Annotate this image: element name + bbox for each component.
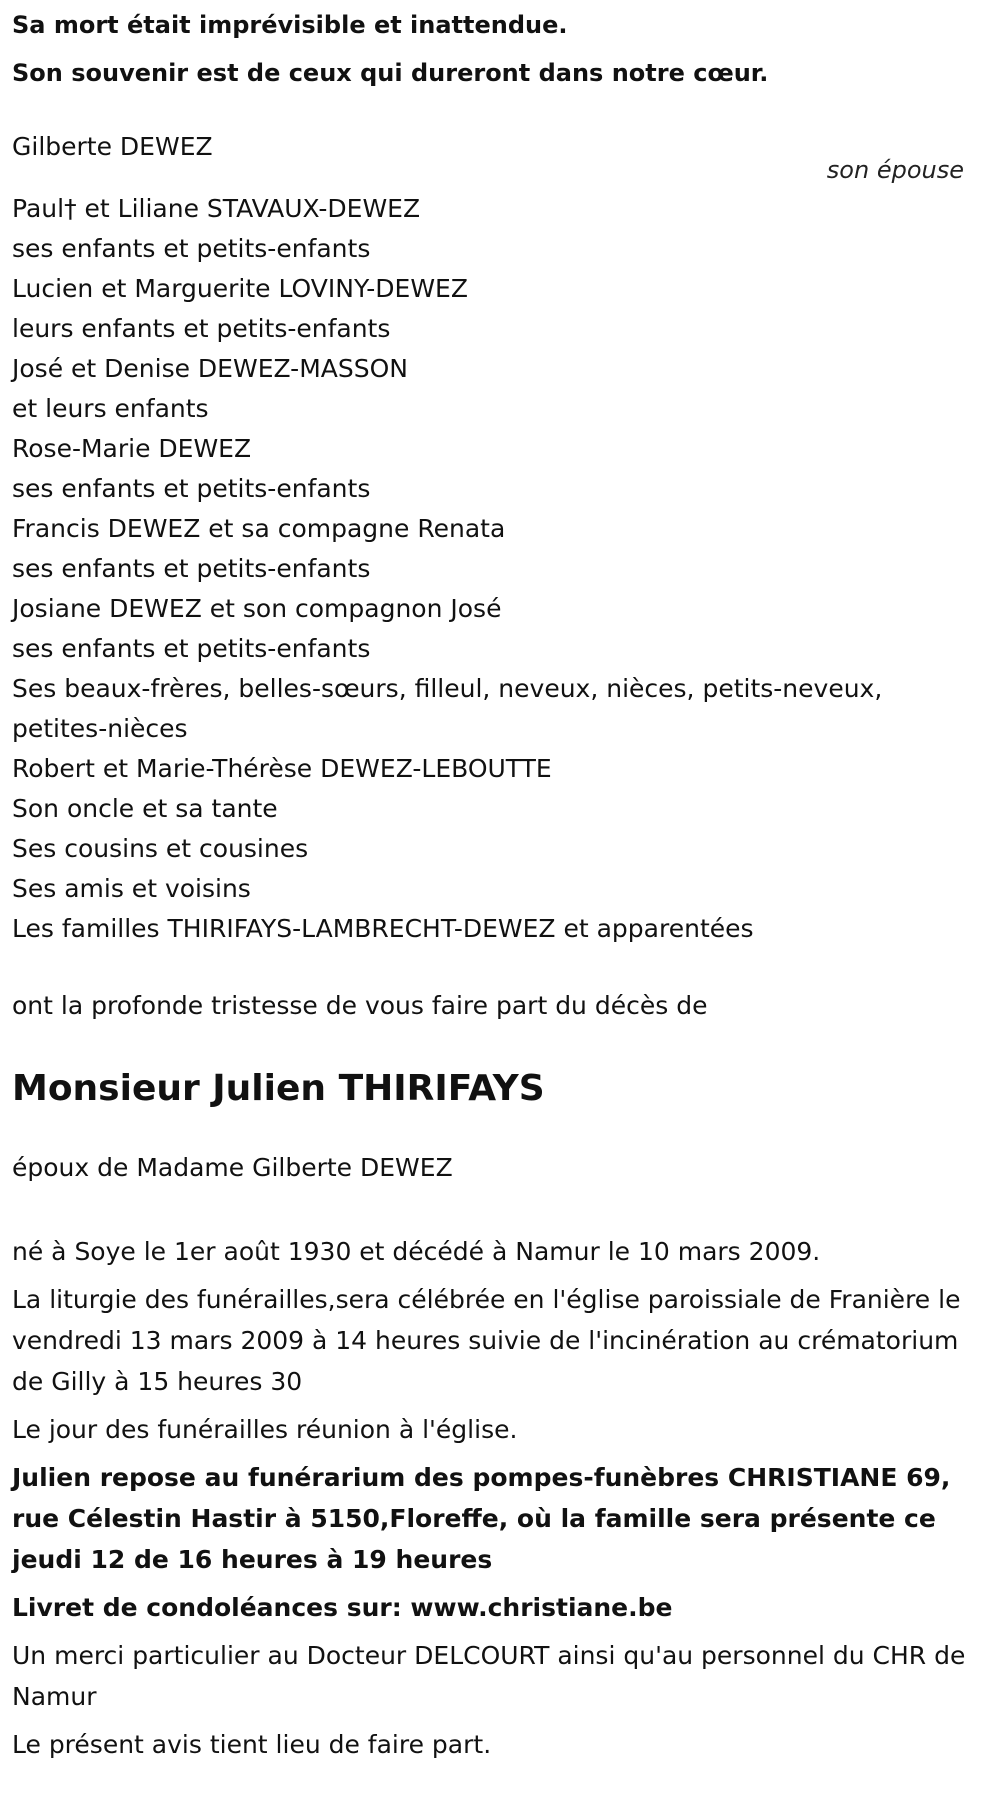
- family-line: ses enfants et petits-enfants: [12, 234, 371, 263]
- thanks-text: Un merci particulier au Docteur DELCOURT ainsi qu'au personnel du CHR de Namur: [12, 1641, 966, 1711]
- family-line: Paul† et Liliane STAVAUX-DEWEZ: [12, 194, 421, 223]
- birth-death-text: né à Soye le 1er août 1930 et décédé à Namur le 10 mars 2009.: [12, 1237, 821, 1266]
- family-line: Ses cousins et cousines: [12, 834, 309, 863]
- liturgy-text: La liturgie des funérailles,sera célébrée en l'église paroissiale de Franière le vendredi 13 mars 2009 à 14 heures suivie de l'incinération au crématorium de Gilly à 15 heures 30: [12, 1285, 961, 1396]
- deceased-name: Monsieur Julien THIRIFAYS: [12, 1068, 545, 1109]
- family-line: petites-nièces: [12, 714, 188, 743]
- family-line: Ses amis et voisins: [12, 874, 251, 903]
- reunion-text: Le jour des funérailles réunion à l'église.: [12, 1415, 518, 1444]
- family-line: Josiane DEWEZ et son compagnon José: [12, 594, 502, 623]
- family-line: et leurs enfants: [12, 394, 209, 423]
- wife-name: Gilberte DEWEZ: [12, 132, 213, 161]
- family-list: [12, 189, 988, 949]
- family-line: Rose-Marie DEWEZ: [12, 434, 252, 463]
- condolences-text: Livret de condoléances sur: www.christiane.be: [12, 1593, 673, 1622]
- spouse-of: époux de Madame Gilberte DEWEZ: [12, 1153, 453, 1182]
- epigraph-line-2: Son souvenir est de ceux qui dureront dans notre cœur.: [12, 59, 769, 87]
- family-line: Ses beaux-frères, belles-sœurs, filleul, neveux, nièces, petits-neveux,: [12, 674, 883, 703]
- family-line: Francis DEWEZ et sa compagne Renata: [12, 514, 506, 543]
- family-line: Les familles THIRIFAYS-LAMBRECHT-DEWEZ et apparentées: [12, 914, 754, 943]
- family-line: José et Denise DEWEZ-MASSON: [12, 354, 408, 383]
- funerarium-text: Julien repose au funérarium des pompes-funèbres CHRISTIANE 69, rue Célestin Hastir à 5150,Floreffe, où la famille sera présente ce jeudi 12 de 16 heures à 19 heures: [12, 1463, 951, 1574]
- family-line: ses enfants et petits-enfants: [12, 634, 371, 663]
- notice-text: Le présent avis tient lieu de faire part.: [12, 1730, 492, 1759]
- family-line: ses enfants et petits-enfants: [12, 474, 371, 503]
- family-line: Robert et Marie-Thérèse DEWEZ-LEBOUTTE: [12, 754, 552, 783]
- epigraph-line-1: Sa mort était imprévisible et inattendue.: [12, 11, 568, 39]
- family-line: ses enfants et petits-enfants: [12, 554, 371, 583]
- family-line: Son oncle et sa tante: [12, 794, 278, 823]
- wife-block: [12, 132, 988, 184]
- announcement: ont la profonde tristesse de vous faire part du décès de: [12, 991, 708, 1020]
- wife-role: son épouse: [826, 156, 964, 184]
- family-line: Lucien et Marguerite LOVINY-DEWEZ: [12, 274, 468, 303]
- family-line: leurs enfants et petits-enfants: [12, 314, 391, 343]
